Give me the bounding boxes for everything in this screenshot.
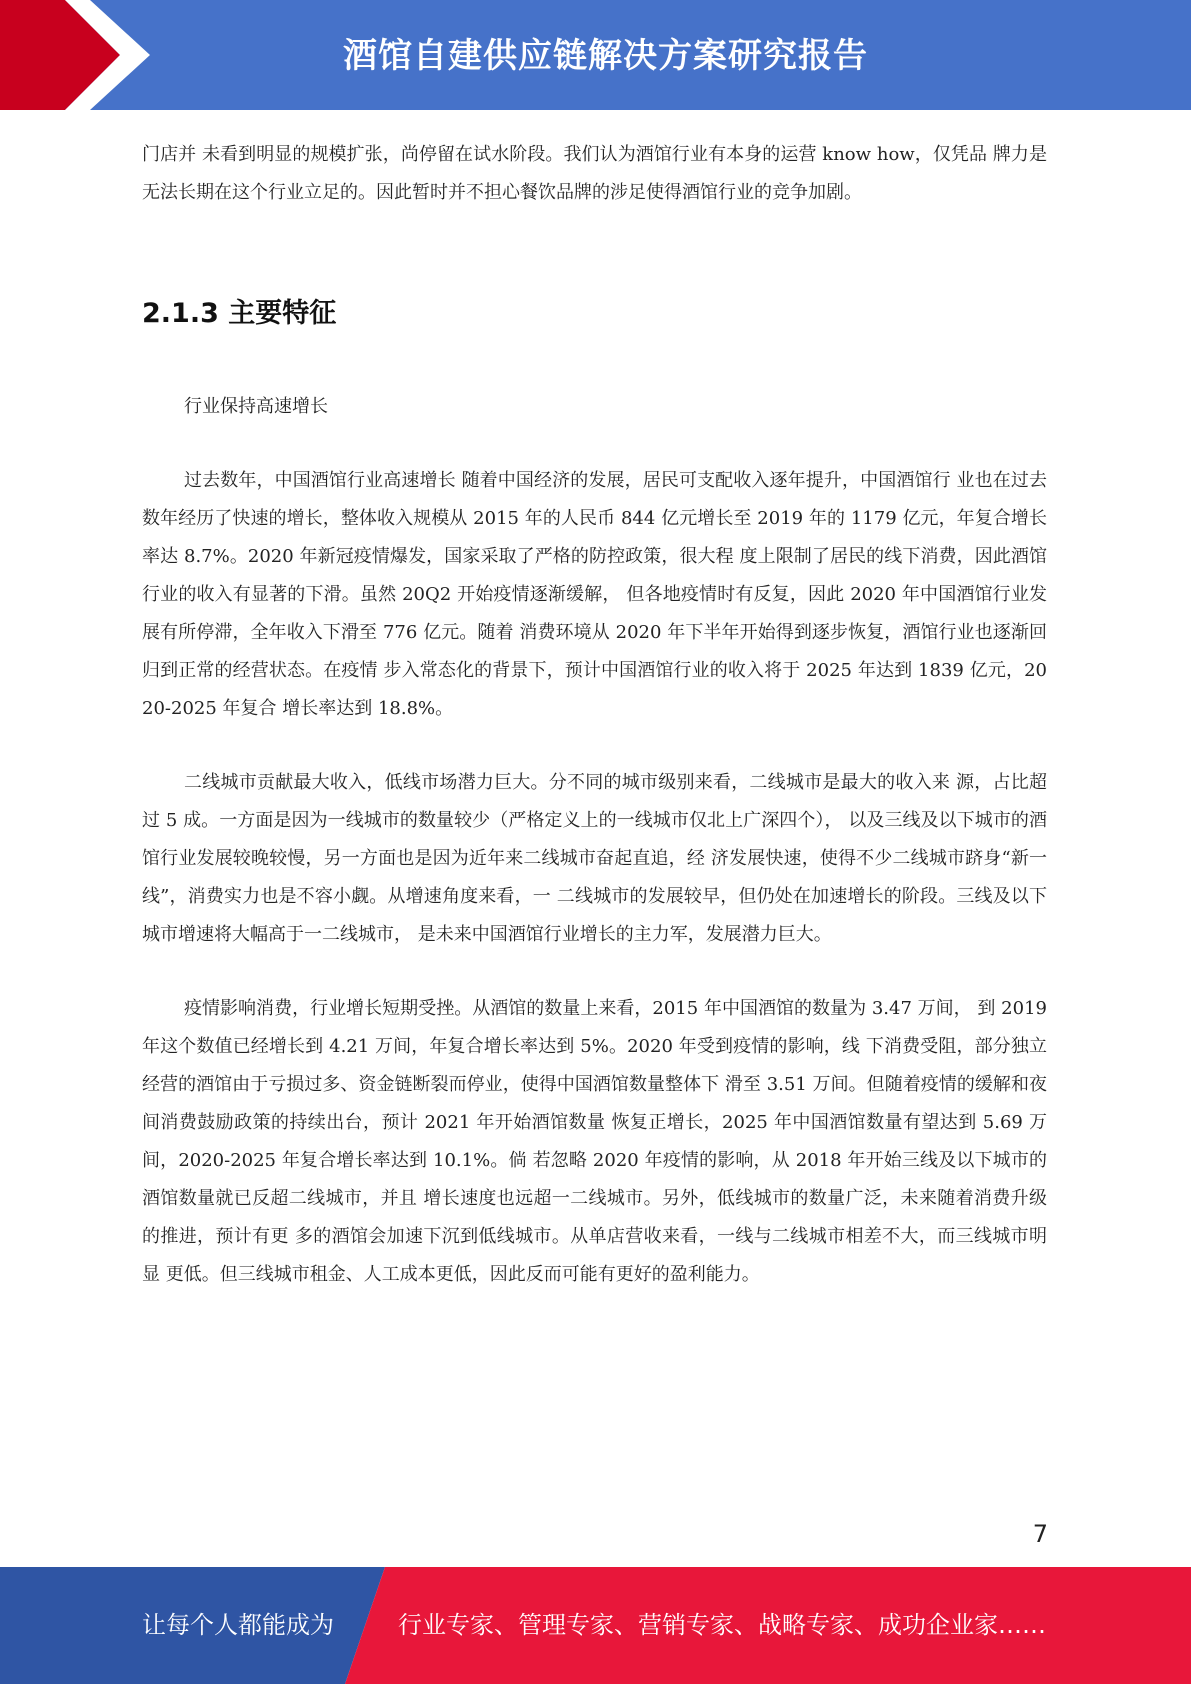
paragraph-city-tiers: 二线城市贡献最大收入，低线市场潜力巨大。分不同的城市级别来看，二线城市是最大的收入来 源，占比超过 5 成。一方面是因为一线城市的数量较少（严格定义上的一线城市仅北上广深四个）， 以及三线及以下城市的酒馆行业发展较晚较慢，另一方面也是因为近年来二线城市奋起直追，经 济发展快速，使得不少二线城市跻身“新一线”，消费实力也是不容小觑。从增速角度来看，一 二线城市的发展较早，但仍处在加速增长的阶段。三线及以下城市增速将大幅高于一二线城市， 是未来中国酒馆行业增长的主力军，发展潜力巨大。 <box>142 772 1047 945</box>
footer-banner <box>0 1567 1191 1684</box>
header-banner <box>0 0 1191 110</box>
section-heading: 2.1.3 主要特征 <box>142 298 337 329</box>
page-number: 7 <box>1032 1520 1048 1548</box>
page-content <box>142 136 1047 1294</box>
intro-paragraph: 门店并 未看到明显的规模扩张，尚停留在试水阶段。我们认为酒馆行业有本身的运营 know how，仅凭品 牌力是无法长期在这个行业立足的。因此暂时并不担心餐饮品牌的涉足使得酒馆行业的竞争加剧。 <box>142 144 1047 203</box>
footer-slogan-right: 行业专家、管理专家、营销专家、战略专家、成功企业家…… <box>398 1611 1046 1639</box>
footer-slogan-left: 让每个人都能成为 <box>142 1611 334 1639</box>
paragraph-growth: 过去数年，中国酒馆行业高速增长 随着中国经济的发展，居民可支配收入逐年提升，中国酒馆行 业也在过去数年经历了快速的增长，整体收入规模从 2015 年的人民币 844 亿元增长至 2019 年的 1179 亿元，年复合增长率达 8.7%。2020 年新冠疫情爆发，国家采取了严格的防控政策，很大程 度上限制了居民的线下消费，因此酒馆行业的收入有显著的下滑。虽然 20Q2 开始疫情逐渐缓解， 但各地疫情时有反复，因此 2020 年中国酒馆行业发展有所停滞，全年收入下滑至 776 亿元。随着 消费环境从 2020 年下半年开始得到逐步恢复，酒馆行业也逐渐回归到正常的经营状态。在疫情 步入常态化的背景下，预计中国酒馆行业的收入将于 2025 年达到 1839 亿元，2020-2025 年复合 增长率达到 18.8%。 <box>142 470 1047 719</box>
paragraph-pandemic-impact: 疫情影响消费，行业增长短期受挫。从酒馆的数量上来看，2015 年中国酒馆的数量为 3.47 万间， 到 2019 年这个数值已经增长到 4.21 万间，年复合增长率达到 5%。2020 年受到疫情的影响，线 下消费受阻，部分独立经营的酒馆由于亏损过多、资金链断裂而停业，使得中国酒馆数量整体下 滑至 3.51 万间。但随着疫情的缓解和夜间消费鼓励政策的持续出台，预计 2021 年开始酒馆数量 恢复正增长，2025 年中国酒馆数量有望达到 5.69 万间，2020-2025 年复合增长率达到 10.1%。倘 若忽略 2020 年疫情的影响，从 2018 年开始三线及以下城市的酒馆数量就已反超二线城市，并且 增长速度也远超一二线城市。另外，低线城市的数量广泛，未来随着消费升级的推进，预计有更 多的酒馆会加速下沉到低线城市。从单店营收来看，一线与二线城市相差不大，而三线城市明显 更低。但三线城市租金、人工成本更低，因此反而可能有更好的盈利能力。 <box>142 998 1047 1285</box>
report-title: 酒馆自建供应链解决方案研究报告 <box>343 36 868 76</box>
subheading: 行业保持高速增长 <box>184 396 328 417</box>
